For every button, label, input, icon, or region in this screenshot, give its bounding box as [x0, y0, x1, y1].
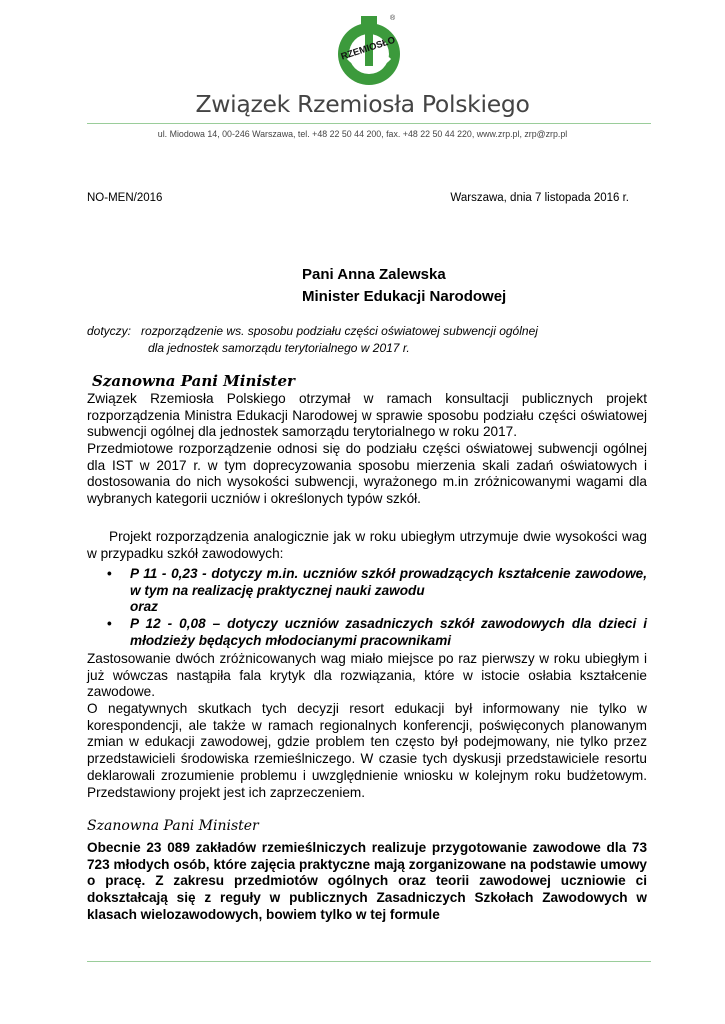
- footer-divider: [87, 961, 651, 962]
- logo-hammer-head: [361, 16, 377, 25]
- zrp-logo: [334, 14, 404, 89]
- bullet-1-text: P 11 - 0,23 - dotyczy m.in. uczniów szkół prowadzących kształcenie zawodowe, w tym na realizację praktycznej nauki zawodu: [130, 566, 647, 598]
- organization-address: ul. Miodowa 14, 00-246 Warszawa, tel. +48 22 50 44 200, fax. +48 22 50 44 220, www.zrp.pl, zrp@zrp.pl: [157, 129, 568, 140]
- header-divider: [87, 123, 651, 124]
- paragraph-2: Przedmiotowe rozporządzenie odnosi się do podziału części oświatowej subwencji ogólnej dla IST w 2017 r. w tym doprecyzowania sposobu mierzenia skali zadań oświatowych i dostosowania do nich wysokości subwencji, wyrażonego m.in zróżnicowanymi wagami dla wybranych kategorii uczniów i określonych typów szkół.: [87, 441, 647, 507]
- addressee-name: Pani Anna Zalewska: [302, 266, 446, 283]
- salutation-2: Szanowna Pani Minister: [87, 818, 259, 834]
- logo-text: RZEMIOSŁO: [339, 34, 397, 63]
- registered-mark: ®: [390, 15, 396, 22]
- concerning-line-1: dotyczy: rozporządzenie ws. sposobu podziału części oświatowej subwencji ogólnej: [87, 324, 538, 338]
- concerning-block: [87, 323, 538, 357]
- salutation: Szanowna Pani Minister: [92, 372, 295, 390]
- bullet-marker: •: [107, 616, 112, 632]
- bullet-marker: •: [107, 566, 112, 581]
- bullet-1-suffix: oraz: [130, 599, 158, 615]
- organization-name: Związek Rzemiosła Polskiego: [195, 90, 530, 118]
- addressee-title: Minister Edukacji Narodowej: [302, 288, 507, 305]
- letter-date: Warszawa, dnia 7 listopada 2016 r.: [450, 192, 629, 204]
- paragraph-4: Zastosowanie dwóch zróżnicowanych wag miało miejsce po raz pierwszy w roku ubiegłym i już wówczas nastąpiła fala krytyk dla rozwiązania, które w istocie osłabia kształcenie zawodowe.: [87, 651, 647, 700]
- paragraph-6: Obecnie 23 089 zakładów rzemieślniczych realizuje przygotowanie zawodowe dla 73 723 młodych osób, które zajęcia praktyczne mają zorganizowane na podstawie umowy o pracę. Z zakresu przedmiotów ogólnych oraz teorii zawodowej uczniowie ci dokształcają się z reguły w publicznych Zasadniczych Szkołach Zawodowych w klasach wielozawodowych, bowiem tylko w tej formule: [87, 840, 647, 922]
- paragraph-5: O negatywnych skutkach tych decyzji resort edukacji był informowany nie tylko w korespondencji, ale także w ramach regionalnych konferencji, poświęconych planowanym zmian w edukacji zawodowej, gdzie problem ten często był podejmowany, nie tylko przez przedstawicieli środowiska rzemieślniczego. W czasie tych dyskusji przedstawiciele resortu deklarowali zrozumienie problemu i uwzględnienie wniosku w kolejnym roku budżetowym. Przedstawiony projekt jest ich zaprzeczeniem.: [87, 701, 647, 800]
- bullet-2-text: P 12 - 0,08 – dotyczy uczniów zasadniczych szkół zawodowych dla dzieci i młodzieży będących młodocianymi pracownikami: [130, 616, 647, 648]
- paragraph-1: Związek Rzemiosła Polskiego otrzymał w ramach konsultacji publicznych projekt rozporządzenia Ministra Edukacji Narodowej w sprawie sposobu podziału części oświatowej subwencji ogólnej dla jednostek samorządu terytorialnego w roku 2017.: [87, 391, 647, 440]
- weights-list: [87, 566, 647, 650]
- letter-reference: NO-MEN/2016: [87, 192, 163, 204]
- list-item: [87, 616, 647, 649]
- addressee-block: [302, 264, 506, 308]
- concerning-line-2: dla jednostek samorządu terytorialnego w 2017 r.: [148, 341, 410, 355]
- list-item: [87, 566, 647, 616]
- paragraph-3: Projekt rozporządzenia analogicznie jak w roku ubiegłym utrzymuje dwie wysokości wag w przypadku szkół zawodowych:: [87, 529, 647, 561]
